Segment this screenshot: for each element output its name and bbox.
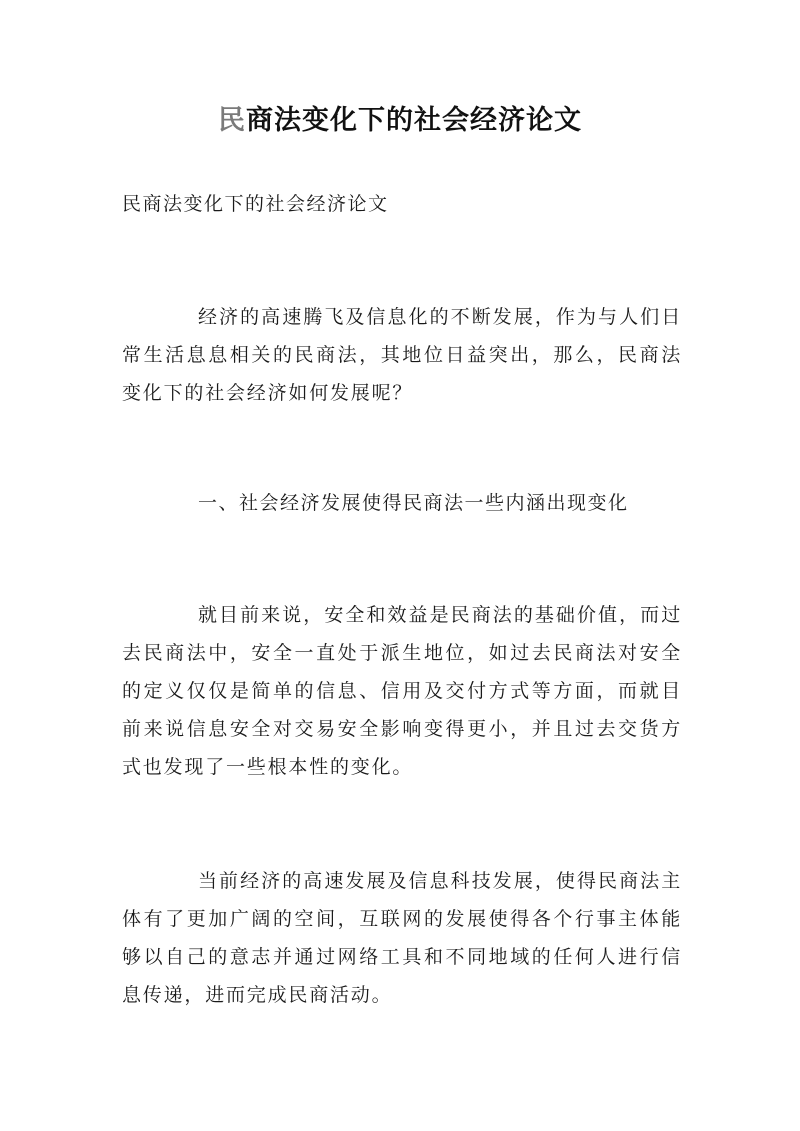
intro-paragraph: 经济的高速腾飞及信息化的不断发展，作为与人们日常生活息息相关的民商法，其地位日益突出，那么，民商法变化下的社会经济如何发展呢？ xyxy=(122,306,682,404)
title-rest: 商法变化下的社会经济论文 xyxy=(246,105,582,136)
body-paragraph: 当前经济的高速发展及信息科技发展，使得民商法主体有了更加广阔的空间，互联网的发展使得各个行事主体能够以自己的意志并通过网络工具和不同地域的任何人进行信息传递，进而完成民商活动。 xyxy=(122,870,682,1006)
document-title xyxy=(0,98,800,137)
body-paragraph: 就目前来说，安全和效益是民商法的基础价值，而过去民商法中，安全一直处于派生地位，如过去民商法对安全的定义仅仅是简单的信息、信用及交付方式等方面，而就目前来说信息安全对交易安全影响变得更小，并且过去交货方式也发现了一些根本性的变化。 xyxy=(122,604,682,778)
section-heading: 一、社会经济发展使得民商法一些内涵出现变化 xyxy=(198,492,629,514)
document-subtitle: 民商法变化下的社会经济论文 xyxy=(122,193,389,215)
title-first-char: 民 xyxy=(218,105,246,136)
